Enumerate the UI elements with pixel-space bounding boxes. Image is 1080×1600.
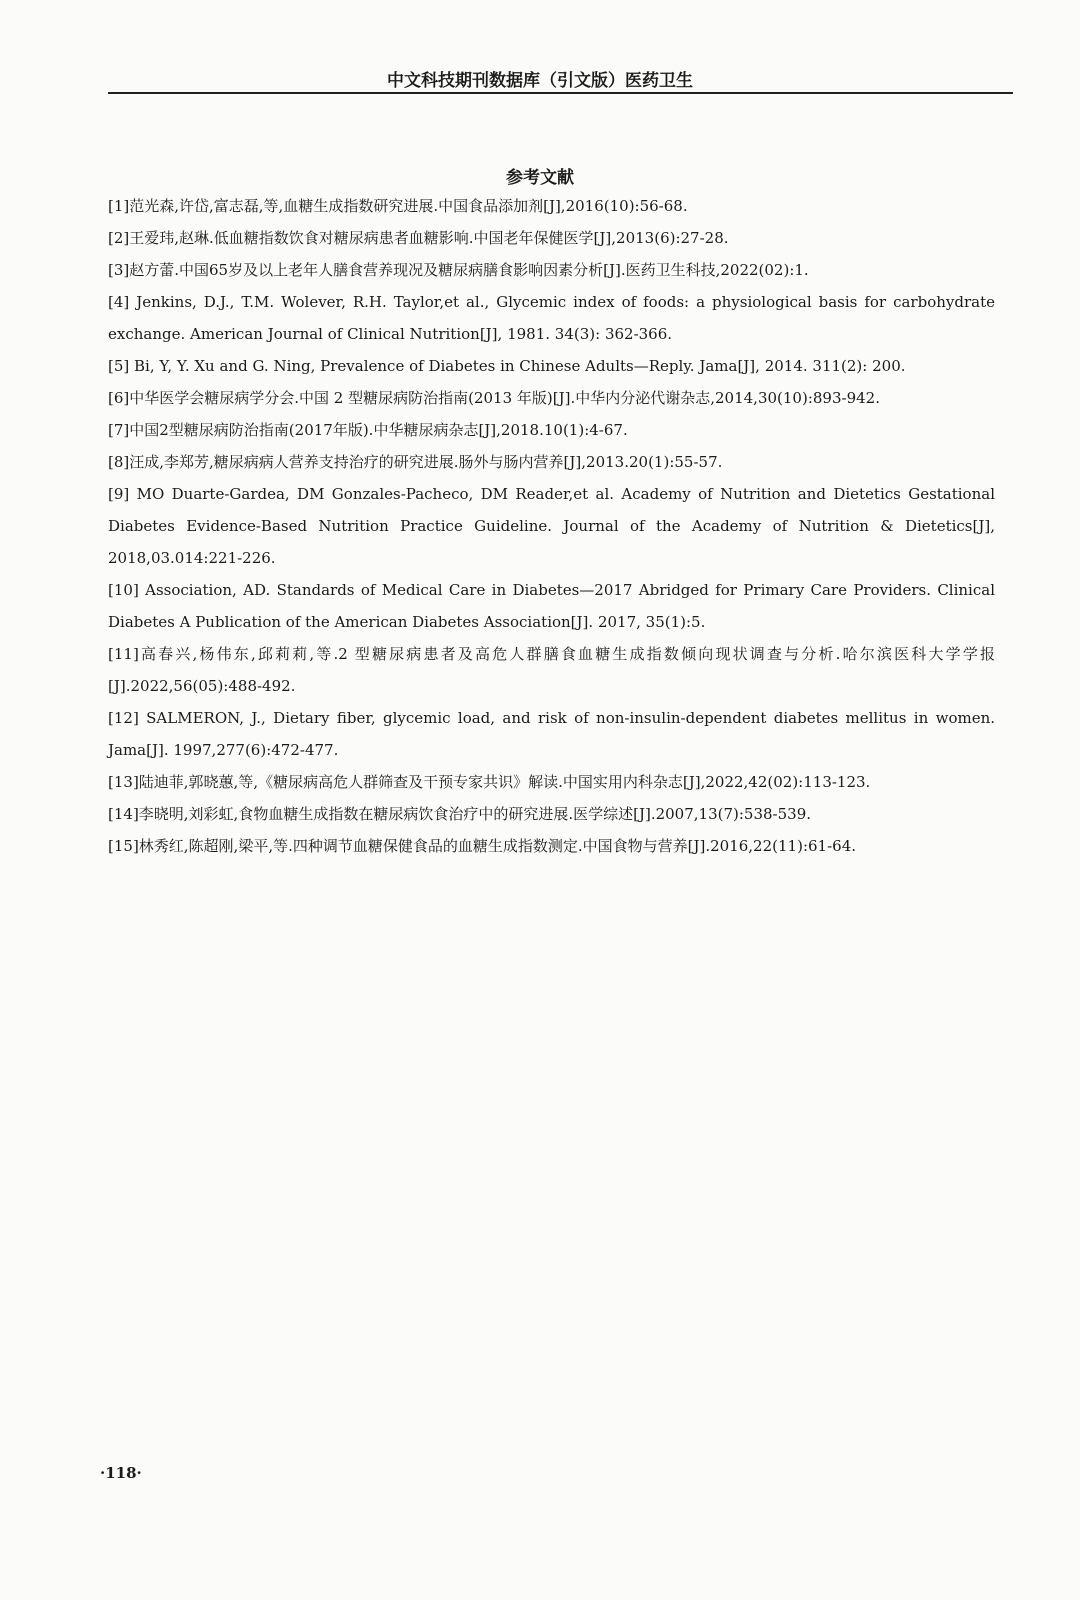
reference-item: [7]中国2型糖尿病防治指南(2017年版).中华糖尿病杂志[J],2018.10(1):4-67. bbox=[108, 421, 628, 439]
reference-item: [14]李晓明,刘彩虹,食物血糖生成指数在糖尿病饮食治疗中的研究进展.医学综述[J].2007,13(7):538-539. bbox=[108, 805, 812, 823]
reference-item: [10] Association, AD. Standards of Medical Care in Diabetes—2017 Abridged for Primary Care Providers. Clinical Diabetes A Publication of the American Diabetes Association[J]. 2017, 35(1):5. bbox=[108, 581, 995, 631]
reference-item: [4] Jenkins, D.J., T.M. Wolever, R.H. Taylor,et al., Glycemic index of foods: a physiological basis for carbohydrate exchange. American Journal of Clinical Nutrition[J], 1981. 34(3): 362-366. bbox=[108, 293, 995, 343]
reference-item: [2]王爱玮,赵琳.低血糖指数饮食对糖尿病患者血糖影响.中国老年保健医学[J],2013(6):27-28. bbox=[108, 229, 729, 247]
reference-item: [1]范光森,许岱,富志磊,等,血糖生成指数研究进展.中国食品添加剂[J],2016(10):56-68. bbox=[108, 197, 688, 215]
reference-item: [15]林秀红,陈超刚,梁平,等.四种调节血糖保健食品的血糖生成指数测定.中国食物与营养[J].2016,22(11):61-64. bbox=[108, 837, 857, 855]
reference-item: [12] SALMERON, J., Dietary fiber, glycemic load, and risk of non-insulin-dependent diabetes mellitus in women. Jama[J]. 1997,277(6):472-477. bbox=[108, 709, 995, 759]
header-rule bbox=[108, 92, 1013, 94]
reference-item: [6]中华医学会糖尿病学分会.中国 2 型糖尿病防治指南(2013 年版)[J].中华内分泌代谢杂志,2014,30(10):893-942. bbox=[108, 389, 880, 407]
reference-item: [8]汪成,李郑芳,糖尿病病人营养支持治疗的研究进展.肠外与肠内营养[J],2013.20(1):55-57. bbox=[108, 453, 723, 471]
running-header: 中文科技期刊数据库（引文版）医药卫生 bbox=[387, 71, 693, 91]
reference-item: [13]陆迪菲,郭晓蕙,等,《糖尿病高危人群筛查及干预专家共识》解读.中国实用内科杂志[J],2022,42(02):113-123. bbox=[108, 773, 871, 791]
section-title: 参考文献 bbox=[506, 168, 574, 188]
reference-list bbox=[108, 190, 995, 862]
reference-item: [3]赵方蕾.中国65岁及以上老年人膳食营养现况及糖尿病膳食影响因素分析[J].医药卫生科技,2022(02):1. bbox=[108, 261, 809, 279]
page-number: ·118· bbox=[100, 1464, 142, 1482]
reference-item: [11]高春兴,杨伟东,邱莉莉,等.2 型糖尿病患者及高危人群膳食血糖生成指数倾向现状调查与分析.哈尔滨医科大学学报[J].2022,56(05):488-492. bbox=[108, 645, 995, 695]
reference-item: [9] MO Duarte-Gardea, DM Gonzales-Pacheco, DM Reader,et al. Academy of Nutrition and Dietetics Gestational Diabetes Evidence-Based Nutrition Practice Guideline. Journal of the Academy of Nutrition & Dietetics[J], 2018,03.014:221-226. bbox=[108, 485, 995, 567]
reference-item: [5] Bi, Y, Y. Xu and G. Ning, Prevalence of Diabetes in Chinese Adults—Reply. Jama[J], 2014. 311(2): 200. bbox=[108, 357, 906, 375]
